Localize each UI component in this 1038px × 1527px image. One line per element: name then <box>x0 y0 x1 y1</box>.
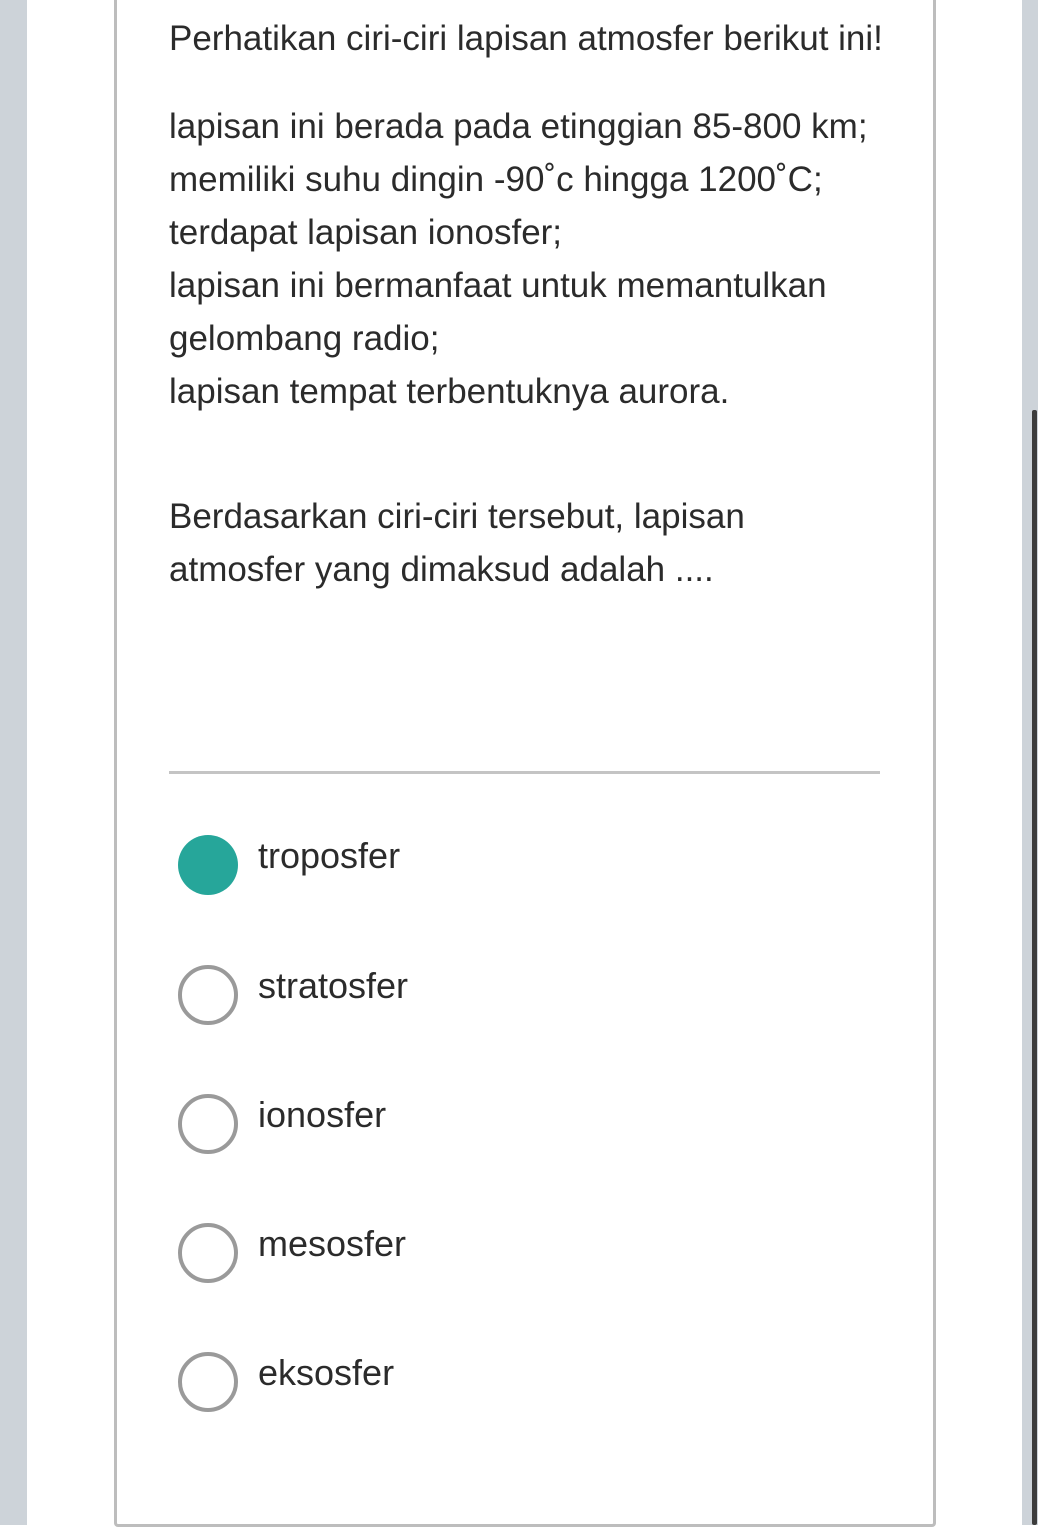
radio-unselected-icon[interactable] <box>178 1223 238 1283</box>
characteristic-5: lapisan tempat terbentuknya aurora. <box>169 372 730 411</box>
option-troposfer[interactable] <box>178 835 778 897</box>
radio-unselected-icon[interactable] <box>178 1094 238 1154</box>
option-mesosfer[interactable] <box>178 1223 778 1285</box>
characteristic-3: terdapat lapisan ionosfer; <box>169 213 563 252</box>
option-label[interactable]: ionosfer <box>258 1094 387 1135</box>
option-label[interactable]: mesosfer <box>258 1223 407 1264</box>
radio-unselected-icon[interactable] <box>178 965 238 1025</box>
characteristic-2: memiliki suhu dingin -90˚c hingga 1200˚C; <box>169 160 823 199</box>
radio-unselected-icon[interactable] <box>178 1352 238 1412</box>
left-page-margin <box>0 0 27 1525</box>
question-text <box>169 12 889 596</box>
characteristic-4: lapisan ini bermanfaat untuk memantulkan gelombang radio; <box>169 266 827 358</box>
option-label[interactable]: troposfer <box>258 835 401 876</box>
option-label[interactable]: eksosfer <box>258 1352 395 1393</box>
divider <box>169 771 880 774</box>
question-prompt: Berdasarkan ciri-ciri tersebut, lapisan atmosfer yang dimaksud adalah .... <box>169 497 745 589</box>
question-intro: Perhatikan ciri-ciri lapisan atmosfer berikut ini! <box>169 19 883 58</box>
scrollbar-thumb[interactable] <box>1032 410 1037 1525</box>
option-eksosfer[interactable] <box>178 1352 778 1414</box>
option-ionosfer[interactable] <box>178 1094 778 1156</box>
option-label[interactable]: stratosfer <box>258 965 409 1006</box>
radio-selected-icon[interactable] <box>178 835 238 895</box>
characteristic-1: lapisan ini berada pada etinggian 85-800 km; <box>169 107 868 146</box>
option-stratosfer[interactable] <box>178 965 778 1027</box>
